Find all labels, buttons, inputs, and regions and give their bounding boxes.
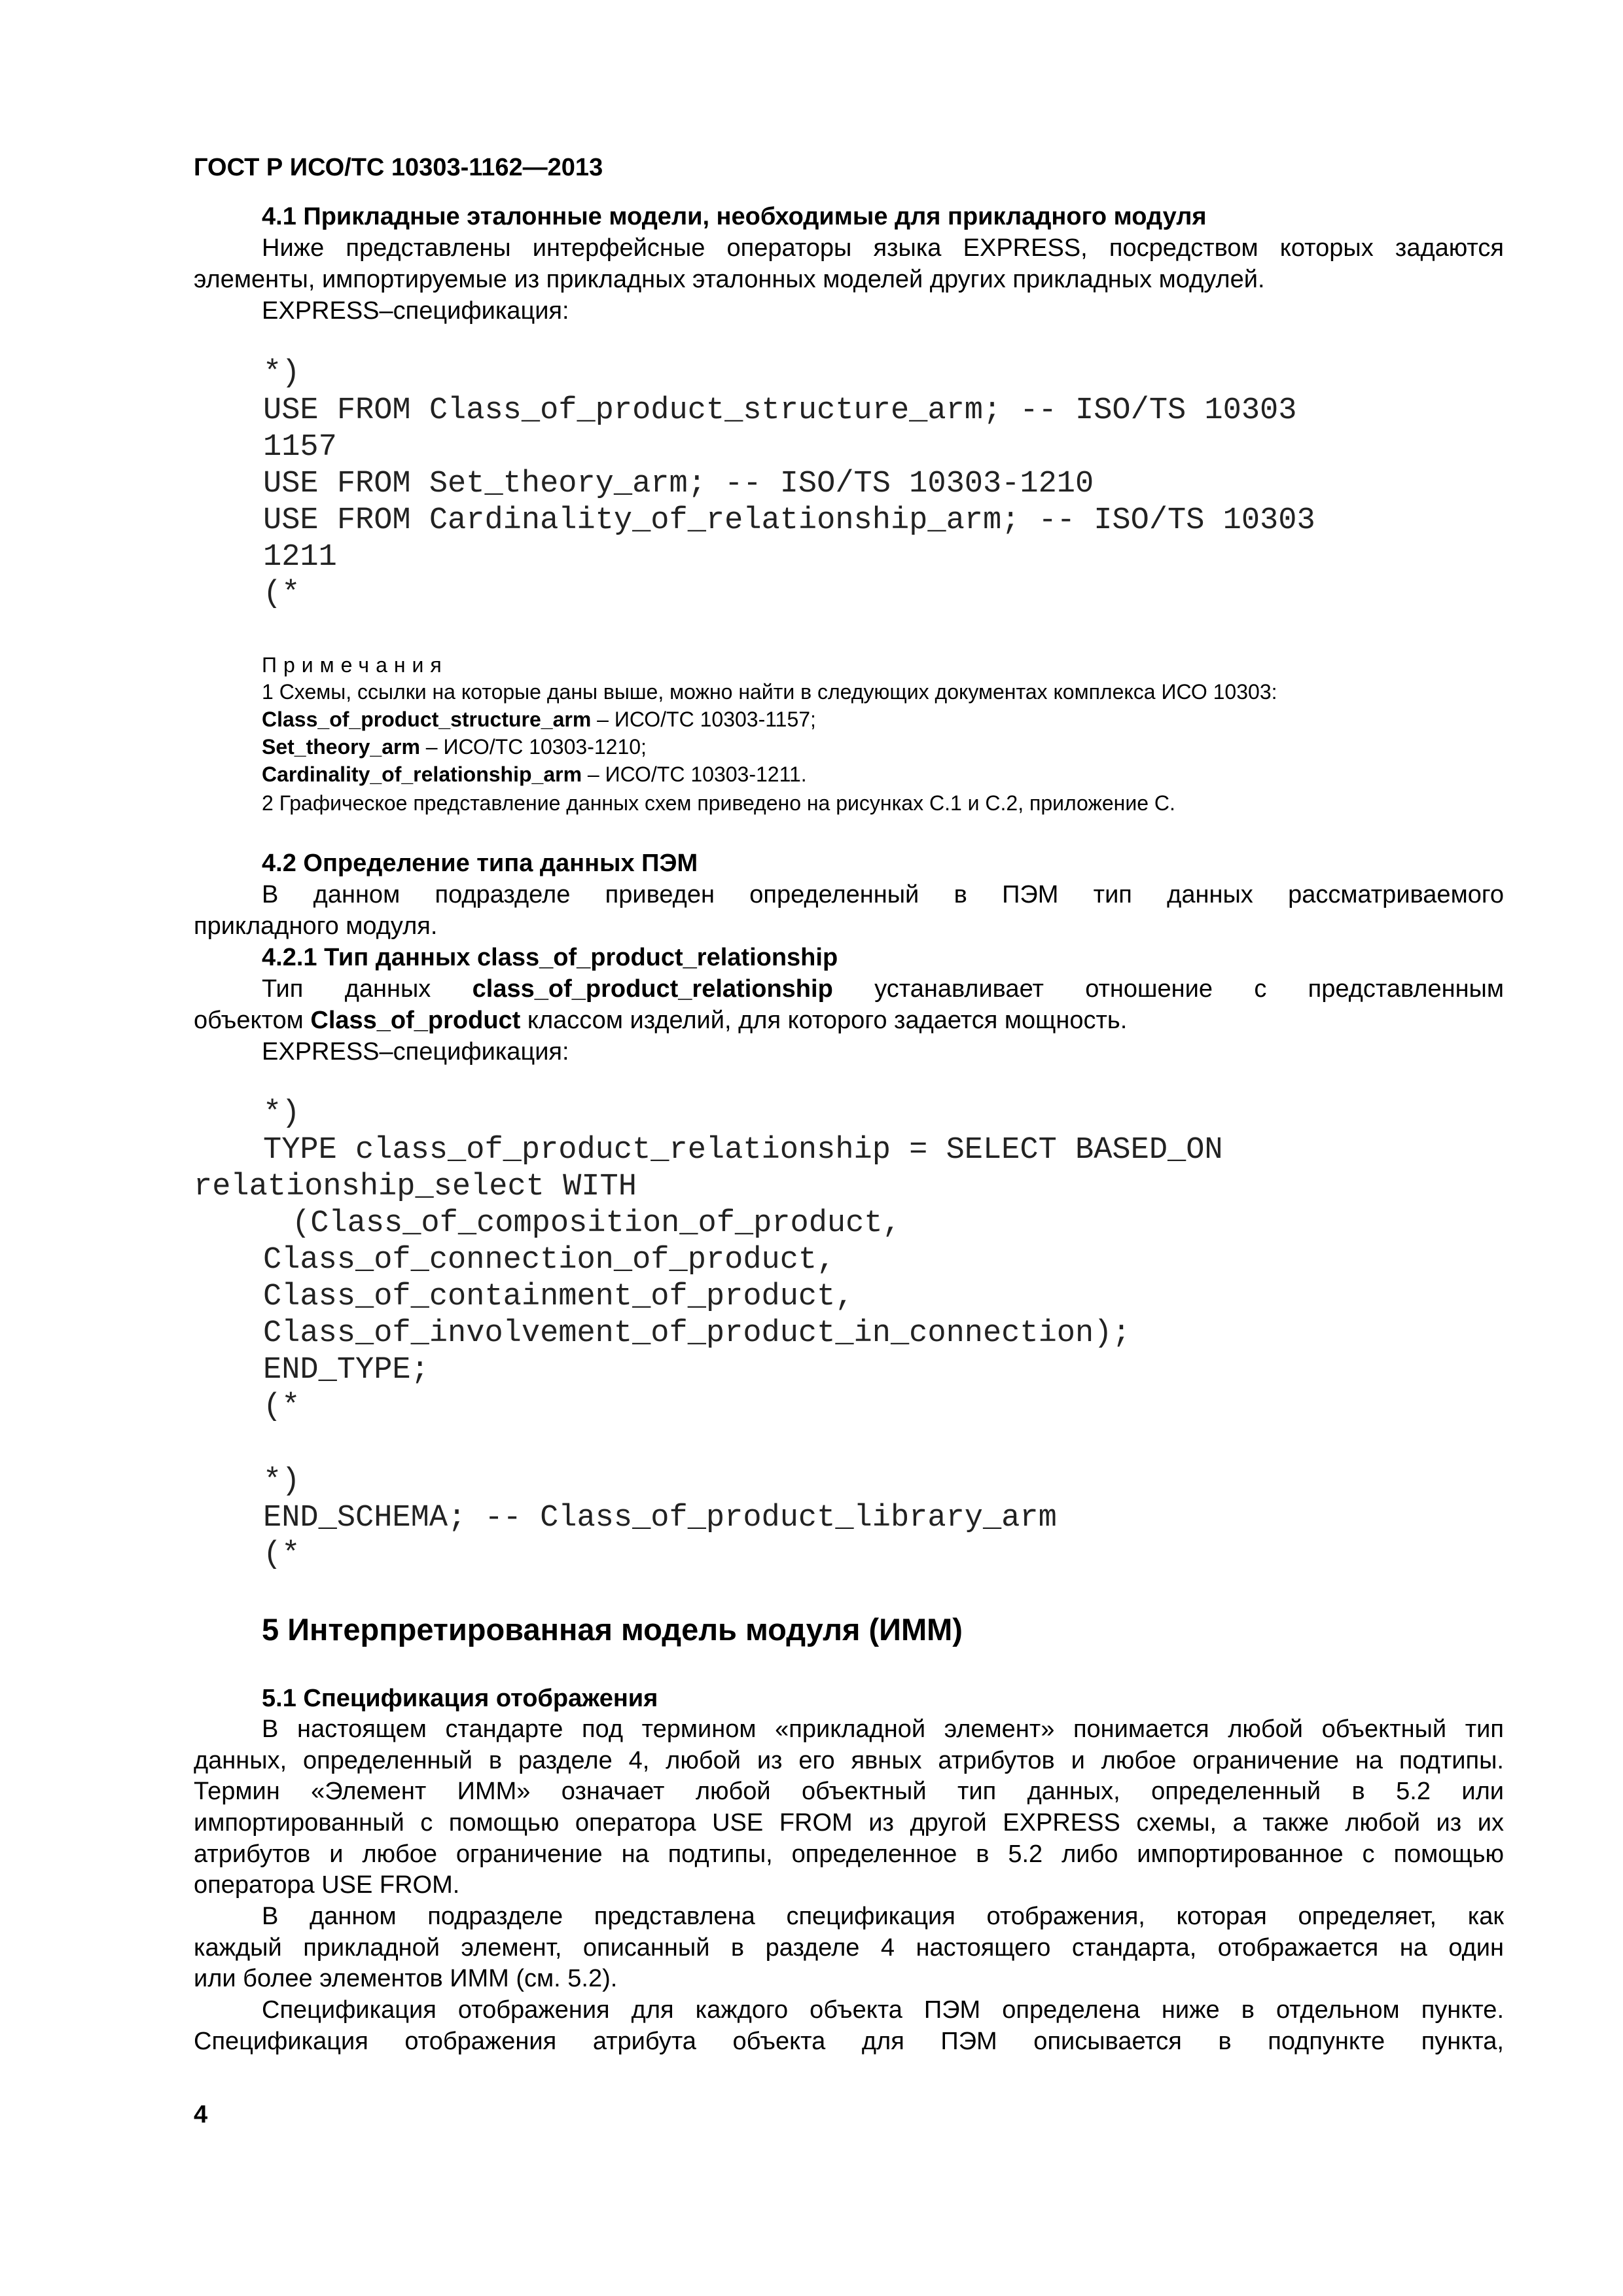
schema-ref: – ИСО/ТС 10303-1211. bbox=[582, 762, 807, 786]
page-number: 4 bbox=[194, 2101, 208, 2128]
code-line: Class_of_connection_of_product, bbox=[263, 1243, 836, 1278]
code-line: 1157 bbox=[263, 430, 337, 465]
text: устанавливает отношение с представленным bbox=[874, 975, 1504, 1003]
schema-ref: – ИСО/ТС 10303-1210; bbox=[419, 735, 647, 759]
paragraph-line: Ниже представлены интерфейсные операторы языка EXPRESS, посредством которых задаются bbox=[262, 234, 1504, 262]
code-line: USE FROM Cardinality_of_relationship_arm; -- ISO/TS 10303 bbox=[263, 503, 1315, 538]
paragraph-line: В настоящем стандарте под термином «прикладной элемент» понимается любой объектный тип bbox=[262, 1715, 1504, 1743]
paragraph-line: В данном подразделе представлена спецификация отображения, которая определяет, как bbox=[262, 1903, 1504, 1930]
paragraph-line: Спецификация отображения атрибута объекта для ПЭМ описывается в подпункте пункта, bbox=[194, 2028, 1504, 2055]
note-ref-2 bbox=[262, 734, 647, 760]
section-4-1-title: 4.1 Прикладные эталонные модели, необходимые для прикладного модуля bbox=[262, 203, 1207, 230]
paragraph-line bbox=[194, 1005, 1127, 1035]
note-1: 1 Схемы, ссылки на которые даны выше, можно найти в следующих документах комплекса ИСО 10303: bbox=[262, 680, 1277, 704]
paragraph-line: прикладного модуля. bbox=[194, 912, 438, 940]
express-spec-label: EXPRESS–спецификация: bbox=[262, 1038, 569, 1066]
text: объектом bbox=[194, 1007, 311, 1034]
code-line: (* bbox=[263, 1390, 300, 1424]
paragraph-line bbox=[262, 974, 1504, 1004]
text: Тип данных bbox=[262, 975, 473, 1003]
document-id: ГОСТ Р ИСО/ТС 10303-1162—2013 bbox=[194, 154, 603, 181]
schema-name: Cardinality_of_relationship_arm bbox=[262, 762, 582, 786]
note-ref-3 bbox=[262, 761, 807, 787]
code-line: *) bbox=[263, 356, 300, 391]
schema-name: Class_of_product_structure_arm bbox=[262, 708, 592, 731]
code-line: (Class_of_composition_of_product, bbox=[292, 1206, 901, 1241]
code-line: USE FROM Set_theory_arm; -- ISO/TS 10303-1210 bbox=[263, 467, 1094, 501]
code-line: USE FROM Class_of_product_structure_arm; -- ISO/TS 10303 bbox=[263, 393, 1297, 428]
code-line: (* bbox=[263, 1537, 300, 1572]
paragraph-line: импортированный с помощью оператора USE FROM из другой EXPRESS схемы, а также любой из их bbox=[194, 1809, 1504, 1837]
section-4-2-1-title: 4.2.1 Тип данных class_of_product_relationship bbox=[262, 944, 838, 971]
express-spec-label: EXPRESS–спецификация: bbox=[262, 297, 569, 325]
paragraph-line: каждый прикладной элемент, описанный в разделе 4 настоящего стандарта, отображается на один bbox=[194, 1934, 1504, 1962]
paragraph-line: атрибутов и любое ограничение на подтипы, определенное в 5.2 либо импортированное с помощью bbox=[194, 1840, 1504, 1868]
section-4-2-title: 4.2 Определение типа данных ПЭМ bbox=[262, 850, 698, 877]
notes-heading: Примечания bbox=[262, 653, 448, 677]
code-line: 1211 bbox=[263, 540, 337, 575]
code-line: relationship_select WITH bbox=[194, 1170, 637, 1204]
code-line: *) bbox=[263, 1096, 300, 1131]
note-2: 2 Графическое представление данных схем приведено на рисунках С.1 и С.2, приложение С. bbox=[262, 791, 1175, 815]
entity-name: Class_of_product bbox=[310, 1007, 521, 1034]
code-line: (* bbox=[263, 577, 300, 611]
section-5-1-title: 5.1 Спецификация отображения bbox=[262, 1685, 658, 1712]
paragraph-line: Термин «Элемент ИММ» означает любой объектный тип данных, определенный в 5.2 или bbox=[194, 1778, 1504, 1805]
code-line: Class_of_containment_of_product, bbox=[263, 1280, 854, 1314]
paragraph-line: оператора USE FROM. bbox=[194, 1871, 460, 1899]
paragraph-line: В данном подразделе приведен определенный в ПЭМ тип данных рассматриваемого bbox=[262, 881, 1504, 908]
code-line: END_TYPE; bbox=[263, 1353, 429, 1388]
code-line: Class_of_involvement_of_product_in_connection); bbox=[263, 1316, 1131, 1351]
paragraph-line: данных, определенный в разделе 4, любой из его явных атрибутов и любое ограничение на подтипы. bbox=[194, 1747, 1504, 1774]
paragraph-line: Спецификация отображения для каждого объекта ПЭМ определена ниже в отдельном пункте. bbox=[262, 1996, 1504, 2024]
paragraph-line: или более элементов ИММ (см. 5.2). bbox=[194, 1965, 618, 1992]
type-name: class_of_product_relationship bbox=[472, 975, 833, 1003]
code-line: *) bbox=[263, 1464, 300, 1499]
code-line: TYPE class_of_product_relationship = SELECT BASED_ON bbox=[263, 1133, 1223, 1168]
text: классом изделий, для которого задается мощность. bbox=[520, 1007, 1128, 1034]
schema-ref: – ИСО/ТС 10303-1157; bbox=[591, 708, 816, 731]
code-line: END_SCHEMA; -- Class_of_product_library_arm bbox=[263, 1501, 1057, 1535]
schema-name: Set_theory_arm bbox=[262, 735, 420, 759]
paragraph-line: элементы, импортируемые из прикладных эталонных моделей других прикладных модулей. bbox=[194, 266, 1265, 293]
section-5-title: 5 Интерпретированная модель модуля (ИММ) bbox=[262, 1612, 963, 1647]
note-ref-1 bbox=[262, 706, 816, 732]
